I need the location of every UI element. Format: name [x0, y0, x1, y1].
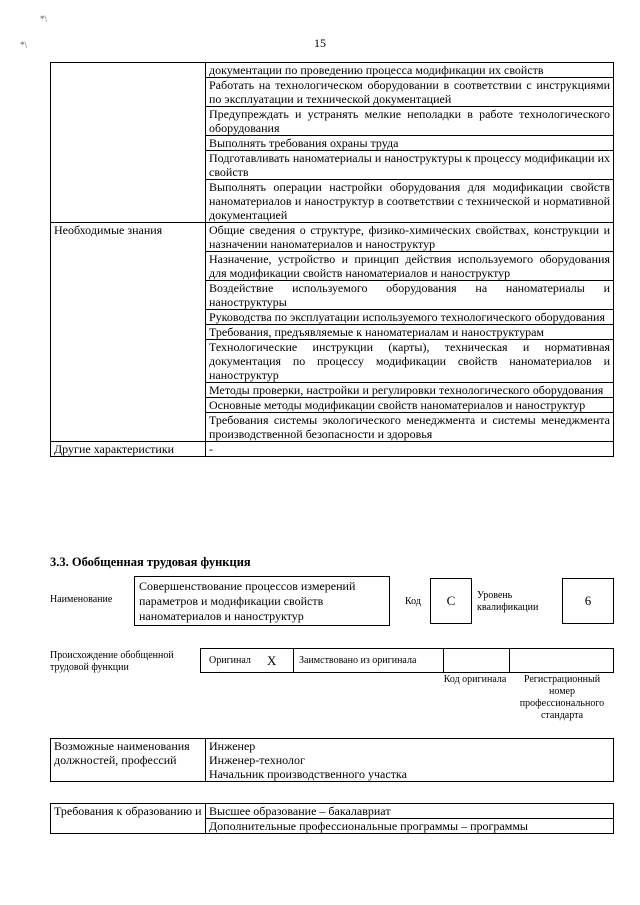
level-value: 6: [584, 593, 592, 608]
table-cell: Предупреждать и устранять мелкие неполадки в работе технологического оборудования: [206, 107, 614, 136]
table-cell: Выполнять операции настройки оборудования для модификации свойств наноматериалов и наноструктур в соответствии с технической и нормативной документацией: [206, 180, 614, 223]
table-cell: Дополнительные профессиональные программы – программы: [206, 819, 614, 834]
table-cell: Воздействие используемого оборудования на наноматериалы и наноструктуры: [206, 281, 614, 310]
table-cell: Работать на технологическом оборудовании в соответствии с инструкциями по эксплуатации и технической документацией: [206, 78, 614, 107]
code-value: С: [446, 593, 456, 608]
name-label: Наименование: [50, 594, 113, 605]
table-cell: -: [206, 442, 614, 457]
table-cell: Общие сведения о структуре, физико-химических свойствах, конструкции и назначении наноматериалов и наноструктур: [206, 223, 614, 252]
positions-table: [50, 738, 614, 782]
level-box: [562, 578, 614, 624]
level-label: Уровень квалификации: [477, 590, 539, 613]
scratch-mark: *\: [20, 40, 28, 50]
original-label: Оригинал: [209, 655, 251, 666]
table-cell: Методы проверки, настройки и регулировки технологического оборудования: [206, 383, 614, 398]
borrowed-label: Заимствовано из оригинала: [299, 655, 417, 666]
origin-label: Происхождение обобщенной трудовой функции: [50, 650, 174, 673]
table-cell: Инженер: [206, 739, 614, 754]
table-cell: Требования, предъявляемые к наноматериалам и наноструктурам: [206, 325, 614, 340]
divider: [509, 649, 510, 672]
table-cell: Начальник производственного участка: [206, 767, 614, 782]
regnum-caption: Регистрационный номер профессионального стандарта: [519, 674, 605, 721]
row-label-other: Другие характеристики: [51, 442, 206, 457]
divider: [443, 649, 444, 672]
table-row: [51, 223, 614, 252]
code-label: Код: [405, 596, 421, 607]
skills-knowledge-table: [50, 62, 614, 457]
function-name-value: Совершенствование процессов измерений параметров и модификации свойств наноматериалов и наноструктур: [139, 579, 356, 623]
education-label: Требования к образованию и: [51, 804, 206, 834]
scratch-mark: *\: [40, 14, 48, 24]
table-row: [51, 63, 614, 78]
table-cell: документации по проведению процесса модификации их свойств: [206, 63, 614, 78]
original-mark: X: [267, 653, 277, 668]
section-title: 3.3. Обобщенная трудовая функция: [50, 555, 251, 569]
table-cell: Высшее образование – бакалавриат: [206, 804, 614, 819]
table-cell: Основные методы модификации свойств наноматериалов и наноструктур: [206, 398, 614, 413]
origin-table: [200, 648, 614, 673]
positions-label: Возможные наименования должностей, профессий: [51, 739, 206, 782]
table-cell: Требования системы экологического менеджмента и системы менеджмента производственной безопасности и здоровья: [206, 413, 614, 442]
row-label-knowledge: Необходимые знания: [51, 223, 206, 442]
table-cell: Назначение, устройство и принцип действия используемого оборудования для модификации свойств наноматериалов и наноструктур: [206, 252, 614, 281]
table-cell: Технологические инструкции (карты), техническая и нормативная документация по процессу модификации свойств наноматериалов и наноструктур: [206, 340, 614, 383]
code-original-caption: Код оригинала: [443, 674, 507, 685]
table-row: [51, 739, 614, 754]
table-cell: Подготавливать наноматериалы и наноструктуры к процессу модификации их свойств: [206, 151, 614, 180]
row-label: [51, 63, 206, 223]
table-row: [51, 804, 614, 819]
divider: [293, 649, 294, 672]
function-name-box: [134, 576, 390, 626]
table-cell: Выполнять требования охраны труда: [206, 136, 614, 151]
page-number: 15: [314, 36, 326, 50]
table-cell: Руководства по эксплуатации используемого технологического оборудования: [206, 310, 614, 325]
table-row: [51, 442, 614, 457]
education-table: [50, 803, 614, 834]
code-box: [430, 578, 472, 624]
table-cell: Инженер-технолог: [206, 753, 614, 767]
